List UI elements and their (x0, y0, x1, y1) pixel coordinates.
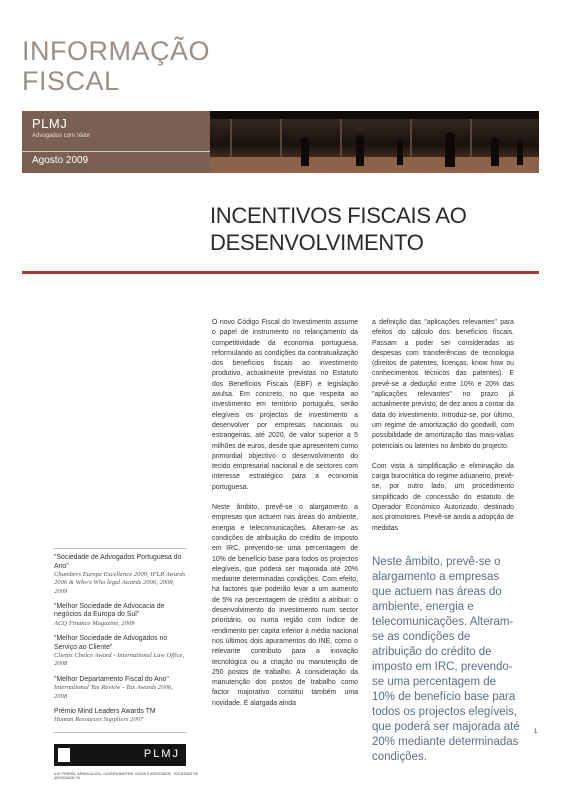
award-source: Chambers Europe Excellence 2009, IFLR Awards 2006 & Who's Who legal Awards 2006, 2008, 2009 (54, 571, 186, 595)
award-title: "Melhor Sociedade de Advocacia de negócios da Europa do Sul" (54, 602, 165, 619)
footer-logo-text: PLMJ (143, 748, 180, 760)
award-item (54, 708, 186, 725)
body-column-1 (212, 318, 358, 719)
banner-photo (210, 111, 539, 173)
award-item (54, 635, 186, 669)
masthead-line-2: FISCAL (22, 66, 120, 96)
brand-name: PLMJ (32, 116, 68, 131)
award-item (54, 554, 186, 596)
brand-tagline: Advogados com Valor (32, 133, 91, 139)
award-source: Clients Choice Award - International Law Office, 2008 (54, 652, 185, 668)
award-item (54, 676, 186, 701)
body-paragraph: Com vista à simplificação e eliminação da carga burocrática do regime aduaneiro, prevê-se, por outro lado, um procedimento simplificado de concessão do estatuto de Operador Económico Autorizado, destinado aos promotores. Prevê-se ainda a adopção de medidas (372, 462, 514, 532)
logo-mark-icon (58, 748, 70, 762)
body-column-2 (372, 318, 514, 544)
award-item (54, 603, 186, 628)
issue-date: Agosto 2009 (32, 155, 89, 166)
body-paragraph: Neste âmbito, prevê-se o alargamento a empresas que actuem nas áreas do ambiente, energia e telecomunicações. Alteram-se as condições de atribuição do crédito de imposto em IRC, prevendo-se uma percentagem de 10% de benefício base para todos os projectos elegíveis, que poderá ser majorada até 20% mediante determinadas condições. Com efeito, há factores que poderão levar a um aumento de 5% na percentagem de crédito a atribuir: o desenvolvimento do investimento num sector prioritário, ou numa região com índice de rendimento per capita inferior à média nacional nos últimos dois apuramentos do INE, como o relevante contributo para a inovação tecnológica ou a criação ou manutenção de 250 postos de trabalho. A consideração da manutenção dos postos de trabalho como factor majorativo constitui também uma novidade. É alargada ainda (212, 504, 358, 707)
award-title: "Sociedade de Advogados Portuguesa do Ano" (54, 554, 182, 570)
footer-logo (54, 744, 186, 766)
masthead-title (22, 36, 322, 96)
issue-date-band (22, 151, 210, 171)
pull-quote: Neste âmbito, prevê-se o alargamento a empresas que actuem nas áreas do ambiente, energia e telecomunicações. Alteram-se as condições de atribuição do crédito de imposto em IRC, prevendo-se uma percentagem de 10% de benefício base para todos os projectos elegíveis, que poderá ser majorada até 20% mediante determinadas condições. (372, 556, 520, 763)
headline-divider (22, 271, 539, 274)
headline-line-1: INCENTIVOS FISCAIS AO (210, 203, 467, 228)
awards-divider (54, 732, 186, 733)
footer-firm-name: A.M. PEREIRA, SÁRAGGA LEAL, OLIVEIRA MARTINS, JÚDICE E ASSOCIADOS · SOCIEDADE DE ADVOGADOS, RL (54, 772, 198, 780)
award-title: "Melhor Departamento Fiscal do Ano" (54, 675, 169, 683)
award-source: Human Resources Suppliers 2007 (54, 716, 144, 724)
body-paragraph: O novo Código Fiscal do Investimento assume o papel de instrumento no relançamento da competitividade da economia portuguesa, reformulando as condições da contratualização dos benefícios fiscais ao investimento produtivo, actualmente previstas no Estatuto dos Benefícios Fiscais (EBF) e legislação avulsa. Em concreto, no que respeita ao investimento em território português, serão elegíveis os projectos de investimento a desenvolver por empresas nacionais ou estrangeiras, até 2020, de valor superior a 5 milhões de euros, desde que apresentem como primordial objectivo o desenvolvimento do tecido empresarial nacional e de sectores com interesse estratégico para a economia portuguesa. (212, 319, 358, 491)
page-number: 1 (534, 729, 538, 735)
body-paragraph: a definição das "aplicações relevantes" para efeitos do cálculo dos benefícios fiscais. Passam a poder ser consideradas as despesas com transferências de tecnologia (direitos de patentes, licenças, know how ou conhecimentos técnicos das patentes). E prevê-se a dedução entre 10% e 20% das "aplicações relevantes" no prazo já actualmente previsto, de dez anos a contar da data do investimento. Introduz-se, por último, um regime de amortização do goodwill, com possibilidade de amortização das mais-valias potenciais ou latentes no âmbito do projecto. (372, 319, 514, 450)
award-title: Prémio Mind Leaders Awards TM (54, 707, 156, 715)
masthead-line-1: INFORMAÇÃO (22, 36, 211, 66)
award-title: "Melhor Sociedade de Advogados no Serviço ao Cliente" (54, 635, 168, 651)
headline-line-2: DESENVOLVIMENTO (210, 230, 424, 255)
article-headline (210, 202, 540, 256)
award-source: ACQ Finance Magazine, 2009 (54, 619, 135, 627)
crowd-silhouettes-image (210, 111, 539, 173)
awards-list (54, 548, 186, 733)
award-source: International Tax Review - Tax Awards 2006, 2008 (54, 684, 173, 700)
